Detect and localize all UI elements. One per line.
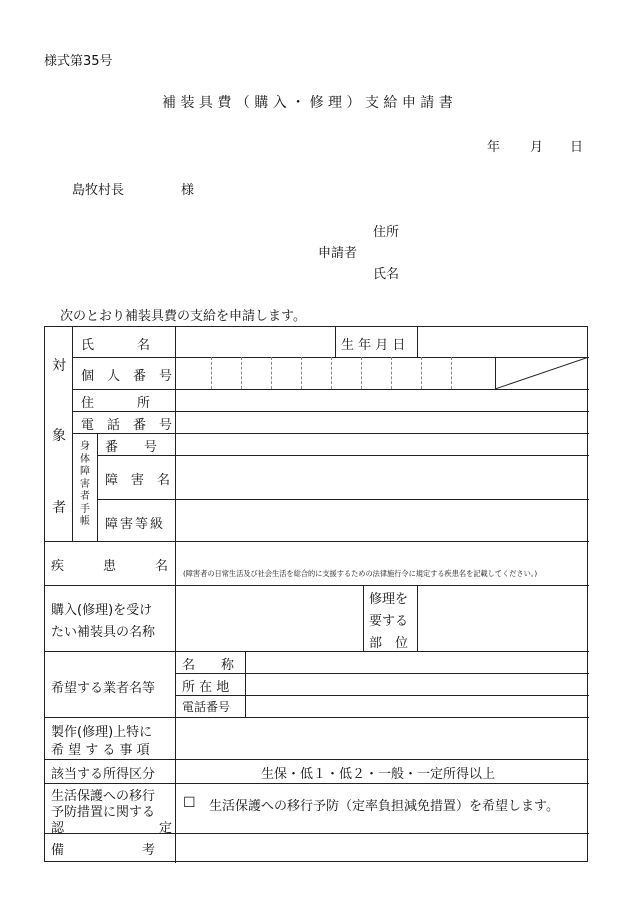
applicant-name-label: 氏名 <box>373 267 400 282</box>
form-number: 様式第35号 <box>44 54 113 69</box>
income-value: 生保・低１・低２・一般・一定所得以上 <box>261 767 496 782</box>
repair-part-3: 部 位 <box>369 636 409 651</box>
device-label-2: たい補装具の名称 <box>51 625 156 640</box>
page-title: 補 装 具 費 （ 購 入 ・ 修 理 ） 支 給 申 請 書 <box>162 95 453 111</box>
applicant-address-label: 住所 <box>373 225 400 240</box>
birth-label: 生 年 月 日 <box>341 338 406 353</box>
addressee-honorific: 様 <box>181 183 195 198</box>
special-label-2: 希 望 す る 事 項 <box>51 743 150 758</box>
transition-label-1: 生活保護への移行 <box>51 789 156 804</box>
phone-label: 電 話 番 号 <box>81 418 173 433</box>
date-year: 年 <box>487 140 501 155</box>
application-table <box>44 326 588 862</box>
transition-value: 生活保護への移行予防（定率負担減免措置）を希望します。 <box>209 799 559 814</box>
vendor-name-label: 名 称 <box>182 658 235 673</box>
repair-part-2: 要する <box>369 614 409 629</box>
vendor-label: 希望する業者名等 <box>51 681 156 696</box>
handbook-group-label: 身体障害者手帳 <box>80 441 90 527</box>
special-label-1: 製作(修理)上特に <box>51 725 153 740</box>
applicant-label: 申請者 <box>318 246 358 261</box>
disability-grade-label: 障害等級 <box>105 517 166 532</box>
device-label-1: 購入(修理)を受け <box>51 603 153 618</box>
date-day: 日 <box>570 140 584 155</box>
subject-group-3: 者 <box>52 500 66 516</box>
transition-label-3a: 認 <box>51 821 65 836</box>
income-label: 該当する所得区分 <box>51 767 156 782</box>
address-label: 住 所 <box>81 396 152 411</box>
vendor-phone-label: 電話番号 <box>182 700 231 714</box>
subject-group-1: 対 <box>52 358 66 374</box>
date-month: 月 <box>530 140 544 155</box>
disease-label: 疾 患 名 <box>51 559 169 574</box>
disease-note: (障害者の日常生活及び社会生活を総合的に支援するための法律施行令に規定する疾患名を記載してください。) <box>183 569 538 578</box>
addressee-name: 島牧村長 <box>72 183 125 198</box>
individual-number-label: 個 人 番 号 <box>81 369 173 384</box>
handbook-number-label: 番 号 <box>105 440 158 455</box>
remarks-label: 備 考 <box>51 843 156 858</box>
transition-label-3b: 定 <box>159 821 173 836</box>
disability-name-label: 障 害 名 <box>105 473 171 488</box>
repair-part-1: 修理を <box>369 592 409 607</box>
transition-label-2: 予防措置に関する <box>51 805 156 820</box>
vendor-location-label: 所 在 地 <box>182 680 230 695</box>
intro-text: 次のとおり補装具費の支給を申請します。 <box>60 309 306 324</box>
subject-group-2: 象 <box>52 428 66 444</box>
transition-checkbox[interactable]: ☐ <box>183 795 196 811</box>
name-label: 氏 名 <box>81 338 152 353</box>
diagonal-slash <box>495 357 589 389</box>
